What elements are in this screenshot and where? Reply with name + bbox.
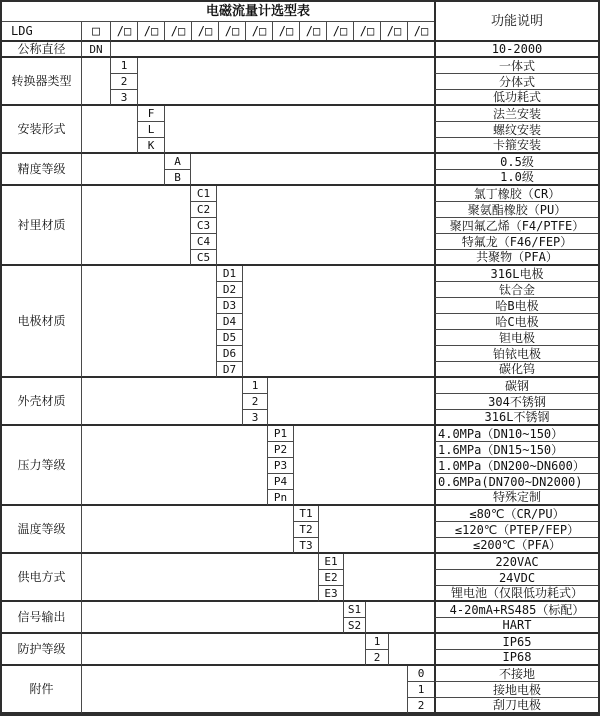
option-desc: 特氟龙（F46/FEP） xyxy=(434,234,598,250)
option-code: 2 xyxy=(111,74,138,90)
option-desc: 聚四氟乙烯（F4/PTFE） xyxy=(434,218,598,234)
category-label: 公称直径 xyxy=(2,42,82,58)
spacer xyxy=(389,634,434,666)
spacer xyxy=(191,154,434,186)
option-desc: 4.0MPa（DN10~150） xyxy=(434,426,598,442)
option-desc: IP68 xyxy=(434,650,598,666)
option-desc: 1.6MPa（DN15~150） xyxy=(434,442,598,458)
category-label: 安装形式 xyxy=(2,106,82,154)
option-desc: ≤80℃（CR/PU） xyxy=(434,506,598,522)
model-prefix: LDG xyxy=(2,22,82,42)
option-code: E2 xyxy=(319,570,344,586)
option-code: B xyxy=(165,170,191,186)
option-code: K xyxy=(138,138,165,154)
option-desc: 刮刀电极 xyxy=(434,698,598,714)
spacer xyxy=(294,426,434,506)
option-desc: 哈B电极 xyxy=(434,298,598,314)
model-code-slot: /□ xyxy=(327,22,354,40)
category-label: 供电方式 xyxy=(2,554,82,602)
spacer xyxy=(82,426,268,506)
model-code-slot: /□ xyxy=(246,22,273,40)
option-desc: 24VDC xyxy=(434,570,598,586)
spacer xyxy=(344,554,434,602)
model-code-slot: /□ xyxy=(138,22,165,40)
option-desc: 法兰安装 xyxy=(434,106,598,122)
category-label: 附件 xyxy=(2,666,82,714)
model-code-slot: /□ xyxy=(354,22,381,40)
option-code: Pn xyxy=(268,490,294,506)
option-code: 1 xyxy=(243,378,268,394)
option-desc: 0.5级 xyxy=(434,154,598,170)
option-code: D7 xyxy=(217,362,243,378)
option-code: P3 xyxy=(268,458,294,474)
option-desc: 304不锈钢 xyxy=(434,394,598,410)
spacer xyxy=(82,554,319,602)
option-desc: 不接地 xyxy=(434,666,598,682)
spacer xyxy=(82,378,243,426)
option-code: 1 xyxy=(366,634,389,650)
option-code: E3 xyxy=(319,586,344,602)
spacer xyxy=(243,266,434,378)
option-code: S2 xyxy=(344,618,366,634)
option-code: 3 xyxy=(243,410,268,426)
option-code: 2 xyxy=(243,394,268,410)
option-code: P2 xyxy=(268,442,294,458)
option-desc: 聚氨酯橡胶（PU） xyxy=(434,202,598,218)
option-desc: 特殊定制 xyxy=(434,490,598,506)
option-desc: 316L不锈钢 xyxy=(434,410,598,426)
spacer xyxy=(366,602,434,634)
spacer xyxy=(82,106,138,154)
option-desc: 哈C电极 xyxy=(434,314,598,330)
option-desc: 分体式 xyxy=(434,74,598,90)
option-code: 2 xyxy=(366,650,389,666)
model-code-slots xyxy=(111,22,434,42)
option-desc: 4-20mA+RS485（标配） xyxy=(434,602,598,618)
spacer xyxy=(82,58,111,106)
spacer xyxy=(82,266,217,378)
model-code-slot: /□ xyxy=(192,22,219,40)
model-code-slot: /□ xyxy=(219,22,246,40)
category-label: 信号输出 xyxy=(2,602,82,634)
option-desc: ≤120℃（PTEP/FEP） xyxy=(434,522,598,538)
option-code: C2 xyxy=(191,202,217,218)
option-desc: 10-2000 xyxy=(434,42,598,58)
spacer xyxy=(82,506,294,554)
option-code: T1 xyxy=(294,506,319,522)
option-desc: 220VAC xyxy=(434,554,598,570)
model-code-box: □ xyxy=(82,22,111,42)
spacer xyxy=(82,602,344,634)
option-code: P4 xyxy=(268,474,294,490)
model-code-slot: /□ xyxy=(111,22,138,40)
option-code: A xyxy=(165,154,191,170)
option-desc: ≤200℃（PFA） xyxy=(434,538,598,554)
option-desc: 1.0级 xyxy=(434,170,598,186)
option-desc: HART xyxy=(434,618,598,634)
option-code: T2 xyxy=(294,522,319,538)
option-code: P1 xyxy=(268,426,294,442)
option-code: 2 xyxy=(408,698,434,714)
option-desc: 碳化钨 xyxy=(434,362,598,378)
spacer xyxy=(217,186,434,266)
option-code: C3 xyxy=(191,218,217,234)
model-code-slot: /□ xyxy=(381,22,408,40)
option-desc: 一体式 xyxy=(434,58,598,74)
category-label: 衬里材质 xyxy=(2,186,82,266)
function-description-header: 功能说明 xyxy=(434,2,598,42)
option-code: E1 xyxy=(319,554,344,570)
category-label: 精度等级 xyxy=(2,154,82,186)
option-desc: 共聚物（PFA） xyxy=(434,250,598,266)
model-code-slot: /□ xyxy=(165,22,192,40)
category-label: 防护等级 xyxy=(2,634,82,666)
spacer xyxy=(138,58,434,106)
option-code: D5 xyxy=(217,330,243,346)
option-desc: 1.0MPa（DN200~DN600） xyxy=(434,458,598,474)
option-code: D2 xyxy=(217,282,243,298)
option-desc: 铂铱电极 xyxy=(434,346,598,362)
option-desc: IP65 xyxy=(434,634,598,650)
spacer xyxy=(82,186,191,266)
spacer xyxy=(82,634,366,666)
category-label: 温度等级 xyxy=(2,506,82,554)
model-code-slot: /□ xyxy=(413,24,429,38)
spacer xyxy=(165,106,434,154)
category-label: 外壳材质 xyxy=(2,378,82,426)
category-label: 电极材质 xyxy=(2,266,82,378)
option-code: F xyxy=(138,106,165,122)
category-label: 压力等级 xyxy=(2,426,82,506)
spacer xyxy=(82,666,408,714)
option-code: S1 xyxy=(344,602,366,618)
option-code: DN xyxy=(82,42,111,58)
option-code: 1 xyxy=(111,58,138,74)
model-code-slot: /□ xyxy=(300,22,327,40)
option-code: 1 xyxy=(408,682,434,698)
option-desc: 螺纹安装 xyxy=(434,122,598,138)
option-code: 0 xyxy=(408,666,434,682)
option-code: D4 xyxy=(217,314,243,330)
option-code: D1 xyxy=(217,266,243,282)
option-code: C1 xyxy=(191,186,217,202)
spacer xyxy=(319,506,434,554)
spacer xyxy=(82,154,165,186)
option-code: D3 xyxy=(217,298,243,314)
category-label: 转换器类型 xyxy=(2,58,82,106)
option-desc: 0.6MPa(DN700~DN2000) xyxy=(434,474,598,490)
spacer xyxy=(268,378,434,426)
model-code-slot: /□ xyxy=(273,22,300,40)
option-code: C5 xyxy=(191,250,217,266)
option-code: T3 xyxy=(294,538,319,554)
option-desc: 锂电池（仅限低功耗式） xyxy=(434,586,598,602)
table-title: 电磁流量计选型表 xyxy=(2,2,434,22)
option-desc: 钛合金 xyxy=(434,282,598,298)
option-desc: 低功耗式 xyxy=(434,90,598,106)
option-desc: 氯丁橡胶（CR） xyxy=(434,186,598,202)
option-code: D6 xyxy=(217,346,243,362)
spacer xyxy=(111,42,434,58)
option-code: C4 xyxy=(191,234,217,250)
option-desc: 卡箍安装 xyxy=(434,138,598,154)
option-desc: 钽电极 xyxy=(434,330,598,346)
option-desc: 接地电极 xyxy=(434,682,598,698)
option-desc: 316L电极 xyxy=(434,266,598,282)
option-desc: 碳钢 xyxy=(434,378,598,394)
option-code: 3 xyxy=(111,90,138,106)
option-code: L xyxy=(138,122,165,138)
